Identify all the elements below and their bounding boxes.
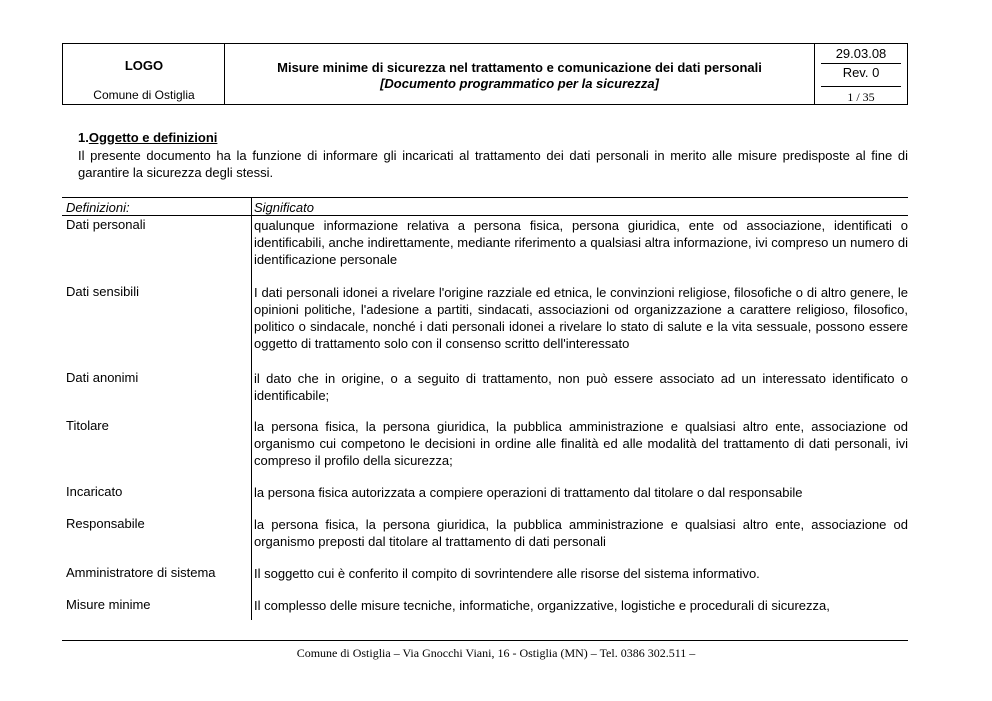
table-header-definitions: Definizioni: bbox=[66, 200, 130, 215]
def-incaricato: la persona fisica autorizzata a compiere operazioni di trattamento dal titolare o dal responsabile bbox=[254, 485, 803, 500]
page-footer: Comune di Ostiglia – Via Gnocchi Viani, 16 - Ostiglia (MN) – Tel. 0386 302.511 – bbox=[296, 646, 696, 660]
def-titolare: la persona fisica, la persona giuridica, la pubblica amministrazione e qualsiasi altro ente, associazione od organismo cui competono le decisioni in ordine alle finalità ed alle modalità del trattamento di dati personali, ivi compreso il profilo della sicurezza; bbox=[254, 419, 908, 468]
term-dati-sensibili: Dati sensibili bbox=[66, 284, 139, 299]
section-number: 1. bbox=[78, 130, 89, 145]
table-top-rule bbox=[62, 197, 908, 198]
term-amministratore: Amministratore di sistema bbox=[66, 565, 216, 580]
title-subtitle: [Documento programmatico per la sicurezza] bbox=[380, 76, 659, 91]
def-dati-personali: qualunque informazione relativa a persona fisica, persona giuridica, ente od associazione, identificati o identificabili, anche indirettamente, mediante riferimento a qualsiasi altra informazione, ivi compreso un numero di identificazione personale bbox=[254, 218, 908, 267]
section-title-text: Oggetto e definizioni bbox=[88, 130, 218, 145]
comune-name: Comune di Ostiglia bbox=[93, 88, 195, 102]
def-dati-anonimi: il dato che in origine, o a seguito di trattamento, non può essere associato ad un interessato identificato o identificabile; bbox=[254, 371, 908, 403]
document-date: 29.03.08 bbox=[835, 46, 887, 61]
document-revision: Rev. 0 bbox=[821, 63, 901, 87]
term-incaricato: Incaricato bbox=[66, 484, 123, 499]
document-title bbox=[225, 60, 814, 92]
def-dati-sensibili: I dati personali idonei a rivelare l'origine razziale ed etnica, le convinzioni religiose, filosofiche o di altro genere, le opinioni politiche, l'adesione a partiti, sindacati, associazioni od organizzazione a carattere religioso, filosofico, politico o sindacale, nonché i dati personali idonei a rivelare lo stato di salute e la vita sessuale, possono essere oggetto di trattamento solo con il consenso scritto dell'interessato bbox=[254, 285, 908, 351]
table-header-rule bbox=[62, 215, 908, 216]
term-dati-anonimi: Dati anonimi bbox=[66, 370, 139, 385]
term-misure-minime: Misure minime bbox=[66, 597, 151, 612]
section-title bbox=[78, 130, 217, 145]
page-number: 1 / 35 bbox=[847, 90, 875, 104]
header-logo-cell bbox=[63, 44, 225, 104]
document-header bbox=[62, 43, 908, 105]
def-misure-minime: Il complesso delle misure tecniche, informatiche, organizzative, logistiche e procedurali di sicurezza, bbox=[254, 598, 830, 613]
section-intro: Il presente documento ha la funzione di informare gli incaricati al trattamento dei dati personali in merito alle misure predisposte al fine di garantire la sicurezza degli stessi. bbox=[78, 148, 908, 180]
footer-rule bbox=[62, 640, 908, 641]
header-meta-cell bbox=[814, 44, 907, 104]
table-header-meaning: Significato bbox=[254, 200, 314, 215]
title-main: Misure minime di sicurezza nel trattamento e comunicazione dei dati personali bbox=[277, 60, 762, 75]
table-column-divider bbox=[251, 198, 252, 620]
term-titolare: Titolare bbox=[66, 418, 109, 433]
term-dati-personali: Dati personali bbox=[66, 217, 146, 232]
logo-placeholder: LOGO bbox=[124, 58, 164, 73]
term-responsabile: Responsabile bbox=[66, 516, 145, 531]
def-responsabile: la persona fisica, la persona giuridica, la pubblica amministrazione e qualsiasi altro ente, associazione od organismo preposti dal titolare al trattamento di dati personali bbox=[254, 517, 908, 549]
def-amministratore: Il soggetto cui è conferito il compito di sovrintendere alle risorse del sistema informativo. bbox=[254, 566, 760, 581]
